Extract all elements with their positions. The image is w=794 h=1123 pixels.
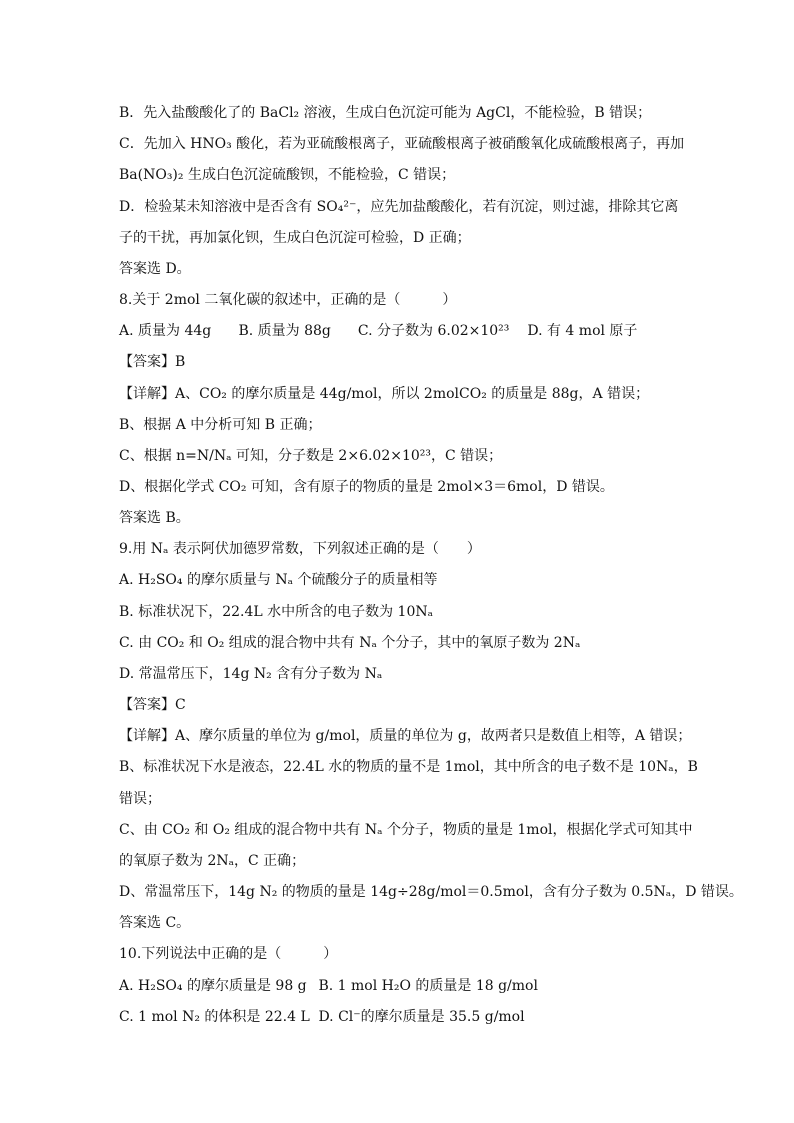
option-b: B. 质量为 88g — [238, 323, 331, 339]
text-line: 答案选 C。 — [119, 915, 191, 931]
option-a: A. 质量为 44g — [119, 323, 212, 339]
text-line: B．先入盐酸酸化了的 BaCl₂ 溶液，生成白色沉淀可能为 AgCl，不能检验，B 错误； — [119, 105, 652, 121]
text-line: C、根据 n=N/Nₐ 可知，分子数是 2×6.02×10²³，C 错误； — [119, 448, 503, 464]
option-c: C. 分子数为 6.02×10²³ — [357, 323, 510, 339]
text-line: 的氧原子数为 2Nₐ，C 正确； — [119, 853, 306, 869]
option-a: A. H₂SO₄ 的摩尔质量是 98 g — [119, 978, 307, 994]
option-d: D. Cl⁻的摩尔质量是 35.5 g/mol — [318, 1009, 525, 1025]
option-d: D. 有 4 mol 原子 — [527, 323, 638, 339]
answer-label: 【答案】B — [119, 354, 186, 370]
question-10-options-row2 — [119, 1007, 525, 1027]
text-line: 错误； — [119, 791, 161, 807]
text-line: 答案选 D。 — [119, 261, 191, 277]
text-line: C．先加入 HNO₃ 酸化，若为亚硫酸根离子，亚硫酸根离子被硝酸氧化成硫酸根离子，再加 — [119, 136, 685, 152]
text-line: 答案选 B。 — [119, 510, 190, 526]
text-line: 【详解】A、CO₂ 的摩尔质量是 44g/mol，所以 2molCO₂ 的质量是 88g，A 错误； — [119, 386, 650, 402]
text-line: B、标准状况下水是液态，22.4L 水的物质的量不是 1mol，其中所含的电子数不是 10Nₐ，B — [119, 759, 698, 775]
text-line: D、常温常压下，14g N₂ 的物质的量是 14g÷28g/mol＝0.5mol，含有分子数为 0.5Nₐ，D 错误。 — [119, 884, 743, 900]
text-line: C、由 CO₂ 和 O₂ 组成的混合物中共有 Nₐ 个分子，物质的量是 1mol，根据化学式可知其中 — [119, 822, 693, 838]
text-line: 【详解】A、摩尔质量的单位为 g/mol，质量的单位为 g，故两者只是数值上相等，A 错误； — [119, 728, 692, 744]
option-d: D. 常温常压下，14g N₂ 含有分子数为 Nₐ — [119, 666, 383, 682]
option-b: B. 1 mol H₂O 的质量是 18 g/mol — [318, 978, 538, 994]
question-10-stem: 10.下列说法中正确的是（ ） — [119, 946, 338, 962]
option-c: C. 1 mol N₂ 的体积是 22.4 L — [119, 1009, 310, 1025]
option-b: B. 标准状况下，22.4L 水中所含的电子数为 10Nₐ — [119, 604, 434, 620]
text-line: Ba(NO₃)₂ 生成白色沉淀硫酸钡，不能检验，C 错误； — [119, 167, 456, 183]
text-line: B、根据 A 中分析可知 B 正确； — [119, 417, 322, 433]
question-10-options-row1 — [119, 976, 538, 996]
question-8-stem: 8.关于 2mol 二氧化碳的叙述中，正确的是（ ） — [119, 292, 457, 308]
answer-label: 【答案】C — [119, 697, 186, 713]
text-line: 子的干扰，再加氯化钡，生成白色沉淀可检验，D 正确； — [119, 230, 471, 246]
question-8-options — [119, 321, 637, 341]
option-c: C. 由 CO₂ 和 O₂ 组成的混合物中共有 Nₐ 个分子，其中的氧原子数为 2Nₐ — [119, 635, 581, 651]
text-line: D、根据化学式 CO₂ 可知，含有原子的物质的量是 2mol×3＝6mol，D 错误。 — [119, 479, 614, 495]
option-a: A. H₂SO₄ 的摩尔质量与 Nₐ 个硫酸分子的质量相等 — [119, 572, 438, 588]
question-9-stem: 9.用 Nₐ 表示阿伏加德罗常数，下列叙述正确的是（ ） — [119, 541, 481, 557]
text-line: D．检验某未知溶液中是否含有 SO₄²⁻，应先加盐酸酸化，若有沉淀，则过滤，排除其它离 — [119, 199, 679, 215]
